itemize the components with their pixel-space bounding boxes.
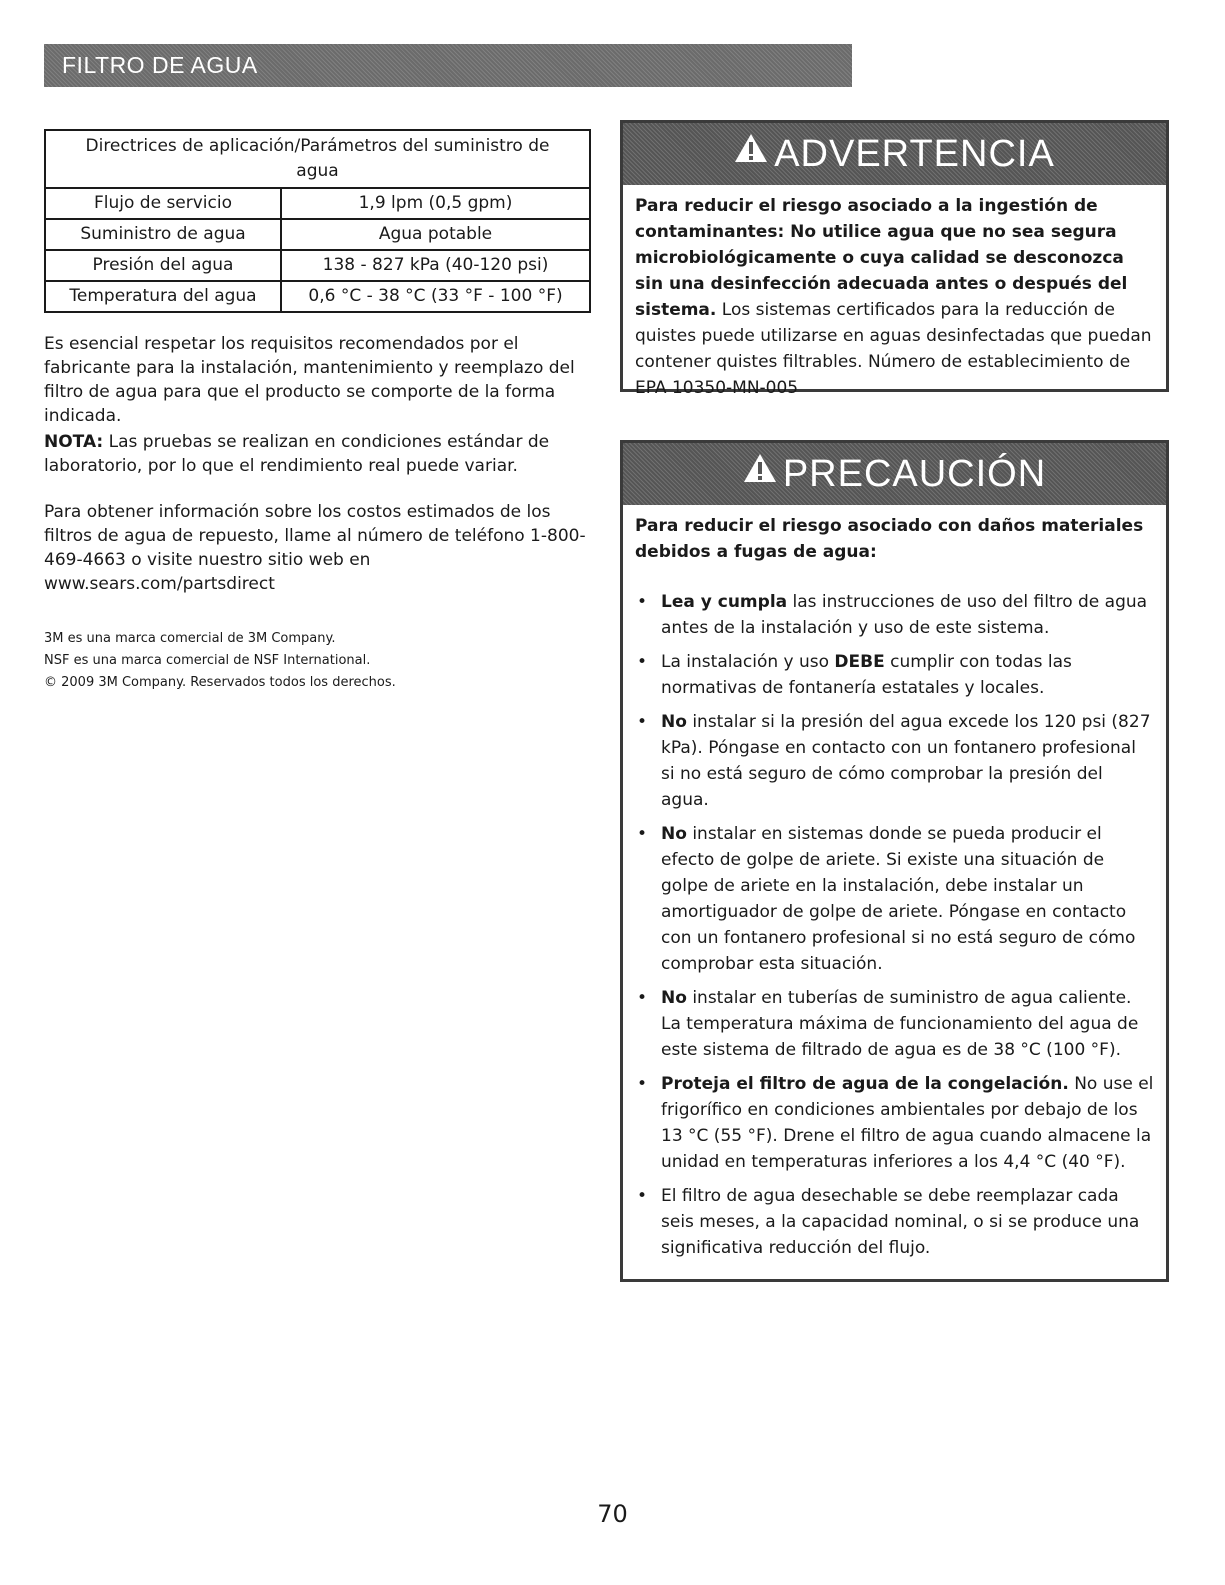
row-value: 138 - 827 kPa (40-120 psi) bbox=[281, 250, 590, 281]
list-item: • El filtro de agua desechable se debe reemplazar cada seis meses, a la capacidad nominal, o si se produce una significativa reducción del flujo. bbox=[635, 1183, 1154, 1261]
note-paragraph bbox=[44, 430, 589, 478]
warning-text: Los sistemas certificados para la reducción de quistes puede utilizarse en aguas desinfectadas que puedan contener quistes filtrables. Número de establecimiento de EPA 10350-MN-005 bbox=[635, 300, 1152, 398]
row-label: Flujo de servicio bbox=[45, 188, 281, 219]
warning-triangle-icon bbox=[743, 450, 777, 493]
page-number: 70 bbox=[597, 1500, 628, 1528]
table-header: Directrices de aplicación/Parámetros del suministro de agua bbox=[45, 130, 590, 188]
row-value: Agua potable bbox=[281, 219, 590, 250]
list-item: • La instalación y uso DEBE cumplir con todas las normativas de fontanería estatales y locales. bbox=[635, 649, 1154, 701]
table-row bbox=[45, 219, 590, 250]
caution-header bbox=[623, 443, 1166, 505]
warning-bold-text: Para reducir el riesgo asociado a la ingestión de contaminantes: No utilice agua que no sea segura microbiológicamente o cuya calidad se desconozca sin una desinfección adecuada antes o después del sistema. bbox=[635, 196, 1128, 320]
list-item: • Lea y cumpla las instrucciones de uso del filtro de agua antes de la instalación y uso de este sistema. bbox=[635, 589, 1154, 641]
list-item: • Proteja el filtro de agua de la congelación. No use el frigorífico en condiciones ambientales por debajo de los 13 °C (55 °F). Drene el filtro de agua cuando almacene la unidad en temperaturas inferiores a los 4,4 °C (40 °F). bbox=[635, 1071, 1154, 1175]
note-text: Las pruebas se realizan en condiciones estándar de laboratorio, por lo que el rendimiento real puede variar. bbox=[44, 432, 550, 476]
warning-triangle-icon bbox=[734, 130, 768, 173]
row-label: Suministro de agua bbox=[45, 219, 281, 250]
caution-title: PRECAUCIÓN bbox=[782, 452, 1047, 495]
list-item: • No instalar si la presión del agua excede los 120 psi (827 kPa). Póngase en contacto con un fontanero profesional si no está seguro de cómo comprobar la presión del agua. bbox=[635, 709, 1154, 813]
replacement-info-paragraph bbox=[44, 500, 589, 596]
note-label: NOTA: bbox=[44, 432, 104, 452]
caution-list bbox=[635, 589, 1154, 1261]
maintenance-text: Es esencial respetar los requisitos recomendados por el fabricante para la instalación, mantenimiento y reemplazo del filtro de agua para que el producto se comporte de la forma indicada. bbox=[44, 334, 575, 426]
caution-body bbox=[635, 505, 1154, 1261]
maintenance-paragraph bbox=[44, 332, 589, 428]
legal-line: © 2009 3M Company. Reservados todos los derechos. bbox=[44, 675, 396, 690]
warning-box bbox=[620, 120, 1169, 398]
table-header-row bbox=[45, 130, 590, 188]
warning-body bbox=[635, 185, 1154, 401]
water-parameters-table bbox=[44, 129, 591, 313]
replacement-info-text: Para obtener información sobre los costos estimados de los filtros de agua de repuesto, llame al número de teléfono 1-800-469-4663 o visite nuestro sitio web en www.sears.com/partsdirect bbox=[44, 502, 586, 594]
row-value: 1,9 lpm (0,5 gpm) bbox=[281, 188, 590, 219]
caution-box bbox=[620, 440, 1169, 1282]
table-row bbox=[45, 188, 590, 219]
row-label: Presión del agua bbox=[45, 250, 281, 281]
row-label: Temperatura del agua bbox=[45, 281, 281, 312]
table-row bbox=[45, 250, 590, 281]
legal-notes bbox=[44, 628, 589, 694]
warning-header bbox=[623, 123, 1166, 185]
row-value: 0,6 °C - 38 °C (33 °F - 100 °F) bbox=[281, 281, 590, 312]
table-row bbox=[45, 281, 590, 312]
caution-intro: Para reducir el riesgo asociado con daños materiales debidos a fugas de agua: bbox=[635, 516, 1144, 562]
section-title-banner: FILTRO DE AGUA bbox=[44, 44, 852, 87]
list-item: • No instalar en sistemas donde se pueda producir el efecto de golpe de ariete. Si existe una situación de golpe de ariete en la instalación, debe instalar un amortiguador de golpe de ariete. Póngase en contacto con un fontanero profesional si no está seguro de cómo comprobar esta situación. bbox=[635, 821, 1154, 977]
warning-title: ADVERTENCIA bbox=[774, 132, 1055, 175]
list-item: • No instalar en tuberías de suministro de agua caliente. La temperatura máxima de funcionamiento del agua de este sistema de filtrado de agua es de 38 °C (100 °F). bbox=[635, 985, 1154, 1063]
legal-line: NSF es una marca comercial de NSF International. bbox=[44, 653, 371, 668]
legal-line: 3M es una marca comercial de 3M Company. bbox=[44, 631, 336, 646]
